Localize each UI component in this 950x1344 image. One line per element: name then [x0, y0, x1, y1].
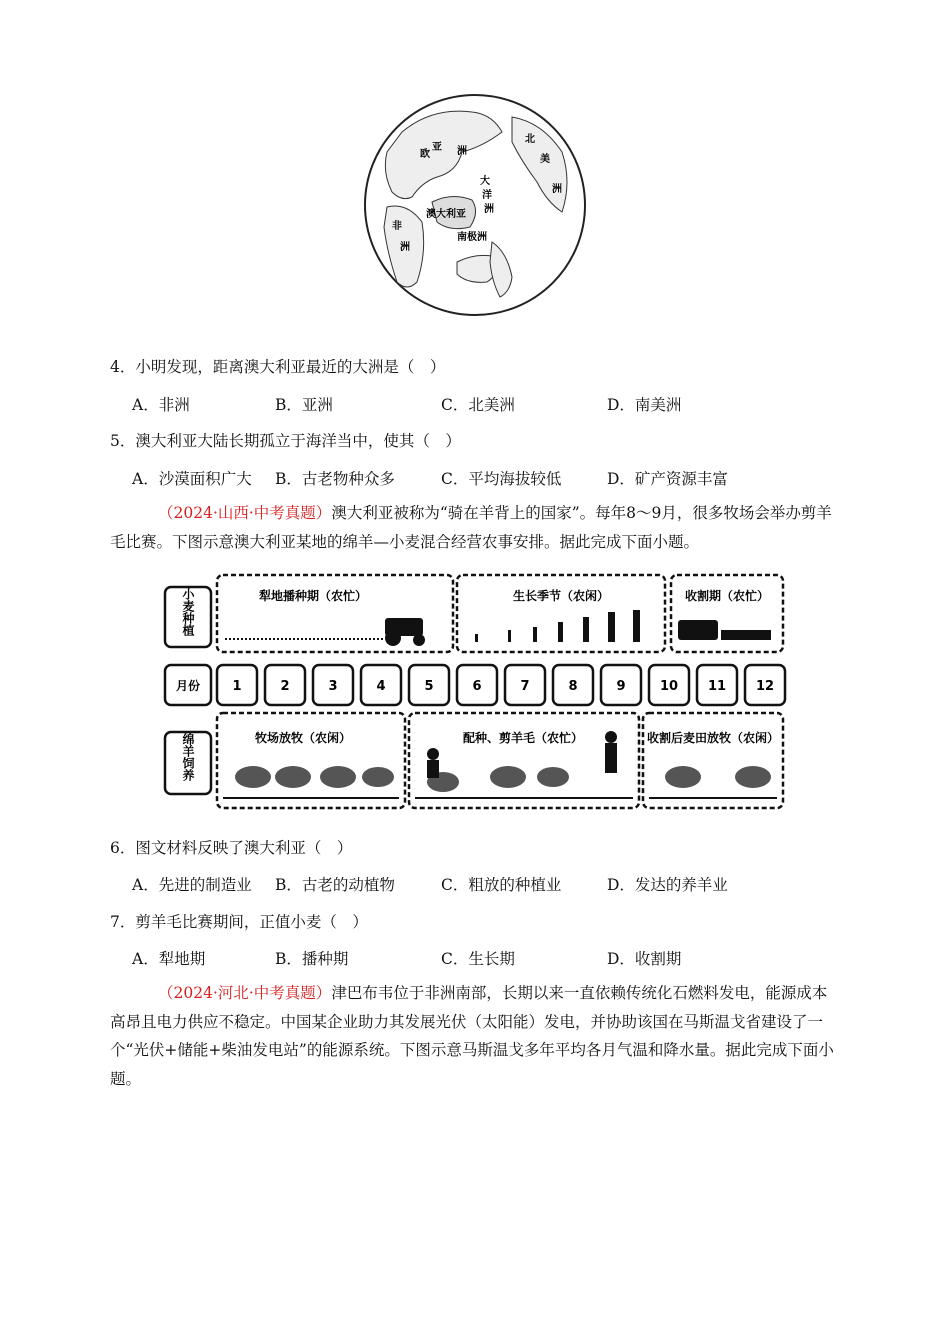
row-label-sheep: 绵羊饲养 — [181, 733, 195, 781]
passage-text: 津巴布韦位于非洲南部，长期以来一直依赖传统化石燃料发电，能源成本高昂且电力供应不稳定。中国某企业助力其发展光伏（太阳能）发电，并协助该国在马斯温戈省建设了一个“光伏+储能+柴油发电站”的能源系统。下图示意马斯温戈多年平均各月气温和降水量。据此完成下面小题。 — [110, 984, 834, 1088]
month-label: 9 — [616, 679, 626, 694]
map-label: 洲 — [457, 146, 467, 157]
passage-1 — [110, 499, 840, 556]
question-4: 4．小明发现，距离澳大利亚最近的大洲是（ ） — [110, 358, 446, 376]
source-tag: （2024·山西·中考真题） — [158, 504, 332, 522]
sheep-icon — [235, 766, 771, 792]
sheep-stage: 收割后麦田放牧（农闲） — [646, 731, 780, 745]
option-c[interactable]: C．粗放的种植业 — [441, 876, 562, 894]
option-b[interactable]: B．播种期 — [275, 950, 349, 968]
option-d[interactable]: D．矿产资源丰富 — [607, 470, 728, 488]
sheep-stage: 配种、剪羊毛（农忙） — [462, 731, 584, 745]
globe-map — [362, 92, 588, 318]
month-label: 4 — [376, 679, 386, 694]
option-b[interactable]: B．古老物种众多 — [275, 470, 395, 488]
month-label: 8 — [568, 679, 578, 694]
option-b[interactable]: B．古老的动植物 — [275, 876, 395, 894]
map-label: 南极洲 — [457, 232, 487, 243]
tractor-icon — [385, 618, 425, 646]
wheat-stage: 收割期（农忙） — [684, 589, 770, 603]
month-label: 3 — [328, 679, 338, 694]
wheat-stage: 生长季节（农闲） — [512, 589, 610, 603]
month-label: 1 — [232, 679, 242, 694]
map-label: 大 — [480, 176, 490, 187]
map-label: 洲 — [484, 204, 494, 215]
passage-text: 澳大利亚被称为“骑在羊背上的国家”。每年8～9月，很多牧场会举办剪羊毛比赛。下图示意澳大利亚某地的绵羊—小麦混合经营农事安排。据此完成下面小题。 — [110, 504, 832, 551]
source-tag: （2024·河北·中考真题） — [158, 984, 332, 1002]
month-label: 6 — [472, 679, 482, 694]
row-label-wheat: 小麦种植 — [181, 588, 195, 636]
sheep-stage: 牧场放牧（农闲） — [254, 731, 352, 745]
map-label: 北 — [525, 134, 535, 145]
month-label: 7 — [520, 679, 530, 694]
question-7: 7．剪羊毛比赛期间，正值小麦（ ） — [110, 913, 368, 931]
row-label-month: 月份 — [175, 679, 201, 693]
option-c[interactable]: C．生长期 — [441, 950, 515, 968]
question-6: 6．图文材料反映了澳大利亚（ ） — [110, 839, 353, 857]
option-c[interactable]: C．北美洲 — [441, 396, 515, 414]
month-label: 5 — [424, 679, 434, 694]
map-label: 欧 — [420, 149, 430, 160]
map-label: 洲 — [400, 242, 410, 253]
month-label: 12 — [755, 679, 775, 694]
map-label: 亚 — [432, 142, 442, 153]
farm-schedule-diagram — [163, 572, 790, 812]
option-a[interactable]: A．先进的制造业 — [132, 876, 252, 894]
option-d[interactable]: D．发达的养羊业 — [607, 876, 728, 894]
option-a[interactable]: A．沙漠面积广大 — [132, 470, 252, 488]
option-b[interactable]: B．亚洲 — [275, 396, 333, 414]
month-label: 2 — [280, 679, 290, 694]
map-label: 洋 — [482, 190, 492, 201]
option-d[interactable]: D．南美洲 — [607, 396, 682, 414]
map-label: 澳大利亚 — [426, 209, 466, 220]
passage-2 — [110, 979, 840, 1093]
option-d[interactable]: D．收割期 — [607, 950, 682, 968]
month-label: 10 — [659, 679, 679, 694]
option-c[interactable]: C．平均海拔较低 — [441, 470, 562, 488]
month-label: 11 — [707, 679, 727, 694]
option-a[interactable]: A．非洲 — [132, 396, 190, 414]
wheat-growth-icon — [475, 610, 640, 642]
map-label: 美 — [540, 154, 550, 165]
option-a[interactable]: A．犁地期 — [132, 950, 206, 968]
harvester-icon — [678, 620, 771, 640]
map-label: 非 — [392, 221, 402, 232]
map-label: 洲 — [552, 184, 562, 195]
wheat-stage: 犁地播种期（农忙） — [258, 589, 368, 603]
question-5: 5．澳大利亚大陆长期孤立于海洋当中，使其（ ） — [110, 432, 461, 450]
